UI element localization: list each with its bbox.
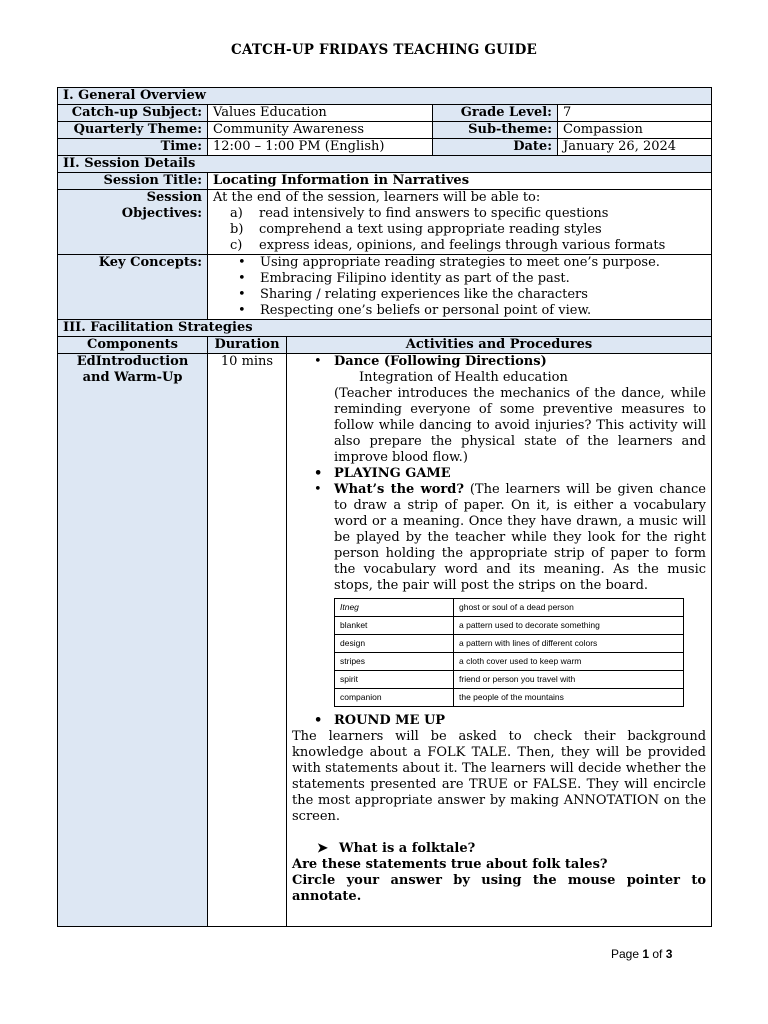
round-me-up-text: The learners will be asked to check their background knowledge about a FOLK TALE. Then, they will be provided with statements about it. The learners will decide whether the statements presented are TRUE or FALSE. They will encircle the most appropriate answer by making ANNOTATION on the screen. <box>292 729 707 824</box>
date-label: Date: <box>433 139 558 156</box>
arrow-right-icon: ➤ <box>317 841 328 856</box>
bullet-icon: • <box>314 354 322 369</box>
bullet-icon: • <box>314 482 322 497</box>
session-details-header-row <box>58 156 712 173</box>
objectives-label <box>58 190 208 255</box>
session-title-value: Locating Information in Narratives <box>208 173 712 190</box>
bullet-icon: • <box>314 466 323 481</box>
facilitation-columns-row <box>58 337 712 354</box>
document-title: CATCH-UP FRIDAYS TEACHING GUIDE <box>231 42 537 58</box>
key-concept-item: • Embracing Filipino identity as part of the past. <box>213 271 706 287</box>
teaching-guide-table <box>57 87 712 927</box>
round-me-up-label: ROUND ME UP <box>334 713 446 728</box>
page-footer: Page 1 of 3 <box>611 947 673 961</box>
vocabulary-table <box>334 598 684 707</box>
objectives-intro: At the end of the session, learners will be able to: <box>213 190 541 205</box>
subject-row <box>58 105 712 122</box>
page-total: 3 <box>665 947 673 961</box>
facilitation-header-row <box>58 320 712 337</box>
key-concepts-list <box>213 255 706 319</box>
general-overview-header: I. General Overview <box>58 88 712 105</box>
vocab-row: Itneg ghost or soul of a dead person <box>335 599 684 617</box>
playing-game-label: PLAYING GAME <box>334 466 451 481</box>
duration-column-header: Duration <box>208 337 287 354</box>
key-concept-item: • Using appropriate reading strategies to meet one’s purpose. <box>213 255 706 271</box>
objectives-label-line2: Objectives: <box>121 206 202 221</box>
activities-cell <box>287 354 712 927</box>
objective-item: b) comprehend a text using appropriate reading styles <box>230 222 602 237</box>
time-row <box>58 139 712 156</box>
component-line2: and Warm-Up <box>82 370 183 385</box>
statements-question: Are these statements true about folk tales? <box>292 857 608 872</box>
objectives-label-line1: Session <box>146 190 202 205</box>
subtheme-value: Compassion <box>558 122 712 139</box>
dance-text: (Teacher introduces the mechanics of the dance, while reminding everyone of some preventive measures to follow while dancing to avoid injuries? This activity will also prepare the physical state of the learners and improve blood flow.) <box>334 386 707 465</box>
grade-label: Grade Level: <box>433 105 558 122</box>
key-concepts-label: Key Concepts: <box>58 255 208 320</box>
folktale-question-item <box>292 841 706 857</box>
subject-value: Values Education <box>208 105 433 122</box>
general-overview-header-row <box>58 88 712 105</box>
activities-column-header: Activities and Procedures <box>287 337 712 354</box>
time-value: 12:00 – 1:00 PM (English) <box>208 139 433 156</box>
circle-instruction: Circle your answer by using the mouse pointer to annotate. <box>292 873 707 904</box>
whats-the-word-item <box>292 482 706 594</box>
component-line1: EdIntroduction <box>76 354 189 369</box>
vocab-row: blanket a pattern used to decorate something <box>335 617 684 635</box>
key-concepts-cell <box>208 255 712 320</box>
component-cell <box>58 354 208 927</box>
key-concept-item: • Sharing / relating experiences like the characters <box>213 287 706 303</box>
theme-row <box>58 122 712 139</box>
objectives-row <box>58 190 712 255</box>
facilitation-header: III. Facilitation Strategies <box>58 320 712 337</box>
vocab-row: stripes a cloth cover used to keep warm <box>335 653 684 671</box>
vocab-row: spirit friend or person you travel with <box>335 671 684 689</box>
objective-item: a) read intensively to find answers to specific questions <box>230 206 609 221</box>
whats-the-word-text: (The learners will be given chance to draw a strip of paper. On it, is either a vocabulary word or a meaning. Once they have drawn, a music will be played by the teacher while they look for the right person holding the appropriate strip of paper to form the vocabulary word and its meaning. As the music stops, the pair will post the strips on the board. <box>334 482 707 593</box>
dance-activity <box>292 354 706 466</box>
duration-cell: 10 mins <box>208 354 287 927</box>
date-value: January 26, 2024 <box>558 139 712 156</box>
theme-value: Community Awareness <box>208 122 433 139</box>
objectives-list <box>213 206 706 254</box>
components-column-header: Components <box>58 337 208 354</box>
key-concepts-row <box>58 255 712 320</box>
dance-title: Dance (Following Directions) <box>334 354 547 369</box>
subject-label: Catch-up Subject: <box>58 105 208 122</box>
theme-label: Quarterly Theme: <box>58 122 208 139</box>
bullet-icon: • <box>314 713 323 728</box>
vocab-row: design a pattern with lines of different colors <box>335 635 684 653</box>
dance-integration: Integration of Health education <box>359 370 568 385</box>
time-label: Time: <box>58 139 208 156</box>
folktale-question: What is a folktale? <box>339 841 476 856</box>
session-title-label: Session Title: <box>58 173 208 190</box>
warmup-row <box>58 354 712 927</box>
page-number: 1 <box>642 947 650 961</box>
whats-the-word-title: What’s the word? <box>334 482 464 497</box>
vocab-row: companion the people of the mountains <box>335 689 684 707</box>
grade-value: 7 <box>558 105 712 122</box>
objective-item: c) express ideas, opinions, and feelings through various formats <box>230 238 666 253</box>
session-title-row <box>58 173 712 190</box>
round-me-up-item <box>292 713 706 729</box>
session-details-header: II. Session Details <box>58 156 712 173</box>
subtheme-label: Sub-theme: <box>433 122 558 139</box>
key-concept-item: • Respecting one’s beliefs or personal point of view. <box>213 303 706 319</box>
playing-game-item <box>292 466 706 482</box>
objectives-cell <box>208 190 712 255</box>
